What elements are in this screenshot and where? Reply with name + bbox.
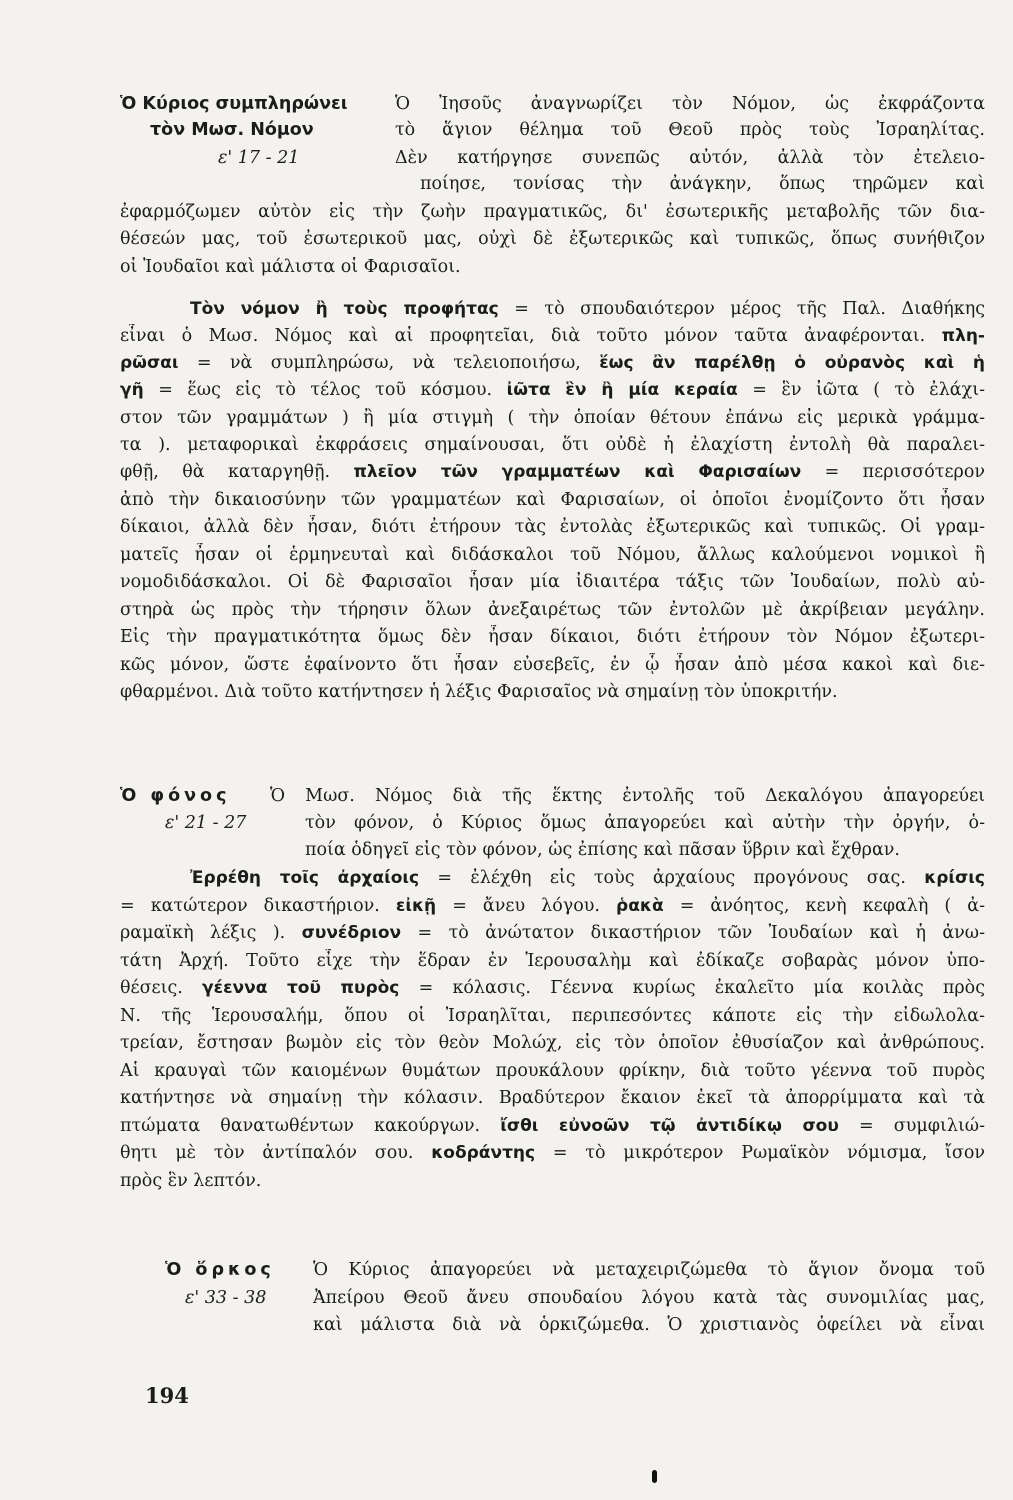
section-ref-17-21: ε' 17 - 21 (218, 148, 300, 168)
text-line: δίκαιοι, ἀλλὰ δὲν ἦσαν, διότι ἐτήρουν τὰς ἐντολὰς ἐξωτερικῶς καὶ τυπικῶς. Οἱ γραμ- (120, 517, 985, 537)
section-title-fulfils-law: Ὁ Κύριος συμπληρώνει (120, 94, 348, 114)
text-line: οἱ Ἰουδαῖοι καὶ μάλιστα οἱ Φαρισαῖοι. (120, 257, 461, 277)
text-line: τὸν φόνον, ὁ Κύριος ὅμως ἀπαγορεύει καὶ αὐτὴν τὴν ὀργήν, ὁ- (305, 813, 985, 833)
text-line: Τὸν νόμον ἢ τοὺς προφήτας = τὸ σπουδαιότερον μέρος τῆς Παλ. Διαθήκης (190, 299, 985, 319)
text-line: ραμαϊκὴ λέξις ). συνέδριον = τὸ ἀνώτατον δικαστήριον τῶν Ἰουδαίων καὶ ἡ ἀνω- (120, 923, 985, 943)
text-line: Ὁ Ἰησοῦς ἀναγνωρίζει τὸν Νόμον, ὡς ἐκφράζοντα (395, 94, 985, 114)
term: ῥακὰ (616, 896, 664, 916)
text-line: τάτη Ἀρχή. Τοῦτο εἶχε τὴν ἕδραν ἐν Ἱερουσαλὴμ καὶ ἐδίκαζε σοβαρὰς μόνον ὑπο- (120, 951, 985, 971)
ink-mark (652, 1470, 657, 1483)
term: κρίσις (924, 868, 985, 888)
text-line: εἶναι ὁ Μωσ. Νόμος καὶ αἱ προφητεῖαι, διὰ τοῦτο μόνον ταῦτα ἀναφέρονται. πλη- (120, 326, 985, 346)
text-line: στον τῶν γραμμάτων ) ἢ μία στιγμὴ ( τὴν ὁποίαν θέτουν ἐπάνω εἰς μερικὰ γράμμα- (120, 408, 985, 428)
text-line: ματεῖς ἦσαν οἱ ἑρμηνευταὶ καὶ διδάσκαλοι τοῦ Νόμου, ἄλλως καλούμενοι νομικοὶ ἢ (120, 545, 985, 565)
text-line: κῶς μόνον, ὥστε ἐφαίνοντο ὅτι ἦσαν εὐσεβεῖς, ἐν ᾧ ἦσαν ἀπὸ μέσα κακοὶ καὶ διε- (120, 655, 985, 675)
text-line: νομοδιδάσκαλοι. Οἱ δὲ Φαρισαῖοι ἦσαν μία ἰδιαιτέρα τάξις τῶν Ἰουδαίων, πολὺ αὐ- (120, 572, 985, 592)
text-line: κατήντησε νὰ σημαίνῃ τὴν κόλασιν. Βραδύτερον ἔκαιον ἐκεῖ τὰ ἀπορρίμματα καὶ τὰ (120, 1088, 985, 1108)
text-line: θέσεών μας, τοῦ ἐσωτερικοῦ μας, οὐχὶ δὲ ἐξωτερικῶς καὶ τυπικῶς, ὅπως συνήθιζον (120, 229, 985, 249)
text-line: ἐφαρμόζωμεν αὐτὸν εἰς τὴν ζωὴν πραγματικῶς, δι' ἐσωτερικῆς μεταβολῆς τῶν δια- (120, 202, 985, 222)
text-line: γῆ = ἕως εἰς τὸ τέλος τοῦ κόσμου. ἰῶτα ἓν ἢ μία κεραία = ἓν ἰῶτα ( τὸ ἐλάχι- (120, 380, 985, 400)
page-number: 194 (145, 1383, 189, 1408)
text-line: = κατώτερον δικαστήριον. εἰκῇ = ἄνευ λόγου. ῥακὰ = ἀνόητος, κενὴ κεφαλὴ ( ἀ- (120, 896, 985, 916)
text-line: θέσεις. γέεννα τοῦ πυρὸς = κόλασις. Γέεννα κυρίως ἐκαλεῖτο μία κοιλὰς πρὸς (120, 978, 985, 998)
text-line: Αἱ κραυγαὶ τῶν καιομένων θυμάτων προυκάλουν φρίκην, διὰ τοῦτο γέεννα τοῦ πυρὸς (120, 1061, 985, 1081)
term: ἰῶτα ἓν ἢ μία κεραία (506, 380, 738, 400)
term: πλη- (941, 326, 985, 346)
term: ἕως ἂν παρέλθῃ ὁ οὐρανὸς καὶ ἡ (599, 353, 985, 373)
term: κοδράντης (431, 1143, 536, 1163)
text-line: τρείαν, ἔστησαν βωμὸν εἰς τὸν θεὸν Μολώχ, εἰς τὸν ὁποῖον ἐθυσίαζον καὶ ἀνθρώπους. (120, 1033, 985, 1053)
text-line: πρὸς ἓν λεπτόν. (120, 1171, 262, 1191)
text-line: ποίησε, τονίσας τὴν ἀνάγκην, ὅπως τηρῶμεν καὶ (420, 174, 985, 194)
term: εἰκῇ (395, 896, 437, 916)
text-line: θητι μὲ τὸν ἀντίπαλόν σου. κοδράντης = τὸ μικρότερον Ρωμαϊκὸν νόμισμα, ἴσον (120, 1143, 985, 1163)
text-line: τα ). μεταφορικαὶ ἐκφράσεις σημαίνουσαι, ὅτι οὐδὲ ἡ ἐλαχίστη ἐντολὴ θὰ παραλει- (120, 435, 985, 455)
section-title-oath: Ὁ ὅρκος (165, 1260, 275, 1280)
section-title-murder: Ὁ φόνος (120, 786, 231, 806)
text-line: Δὲν κατήργησε συνεπῶς αὐτόν, ἀλλὰ τὸν ἐτελειο- (395, 148, 985, 168)
term: Τὸν νόμον ἢ τοὺς προφήτας (190, 299, 499, 319)
section-ref-21-27: ε' 21 - 27 (165, 813, 247, 833)
term: γέεννα τοῦ πυρὸς (202, 978, 400, 998)
text-line: πτώματα θανατωθέντων κακούργων. ἴσθι εὐνοῶν τῷ ἀντιδίκῳ σου = συμφιλιώ- (120, 1116, 985, 1136)
text-line: ρῶσαι = νὰ συμπληρώσω, νὰ τελειοποιήσω, ἕως ἂν παρέλθῃ ὁ οὐρανὸς καὶ ἡ (120, 353, 985, 373)
text-line: Εἰς τὴν πραγματικότητα ὅμως δὲν ἦσαν δίκαιοι, διότι ἐτήρουν τὸν Νόμον ἐξωτερι- (120, 627, 985, 647)
text-line: Ὁ Κύριος ἀπαγορεύει νὰ μεταχειριζώμεθα τὸ ἅγιον ὄνομα τοῦ (313, 1260, 985, 1280)
term: συνέδριον (301, 923, 402, 943)
term: Ἐρρέθη τοῖς ἀρχαίοις (190, 868, 420, 888)
text-line: τὸ ἅγιον θέλημα τοῦ Θεοῦ πρὸς τοὺς Ἰσραηλίτας. (395, 120, 985, 140)
term: ἴσθι εὐνοῶν τῷ ἀντιδίκῳ σου (500, 1116, 839, 1136)
text-line: Ν. τῆς Ἱερουσαλήμ, ὅπου οἱ Ἰσραηλῖται, περιπεσόντες κάποτε εἰς τὴν εἰδωλολα- (120, 1006, 985, 1026)
text-line: Ὁ Μωσ. Νόμος διὰ τῆς ἕκτης ἐντολῆς τοῦ Δεκαλόγου ἀπαγορεύει (270, 786, 985, 806)
text-line: φθῇ, θὰ καταργηθῇ. πλεῖον τῶν γραμματέων καὶ Φαρισαίων = περισσότερον (120, 462, 985, 482)
term: γῆ (120, 380, 144, 400)
text-line: Ἀπείρου Θεοῦ ἄνευ σπουδαίου λόγου κατὰ τὰς συνομιλίας μας, (313, 1288, 985, 1308)
term: πλεῖον τῶν γραμματέων καὶ Φαρισαίων (353, 462, 802, 482)
text-line: ποία ὁδηγεῖ εἰς τὸν φόνον, ὡς ἐπίσης καὶ πᾶσαν ὕβριν καὶ ἔχθραν. (305, 840, 900, 860)
text-line: στηρὰ ὡς πρὸς τὴν τήρησιν ὅλων ἀνεξαιρέτως τῶν ἐντολῶν μὲ ἀκρίβειαν μεγάλην. (120, 600, 985, 620)
text-line: καὶ μάλιστα διὰ νὰ ὁρκιζώμεθα. Ὁ χριστιανὸς ὀφείλει νὰ εἶναι (313, 1315, 985, 1335)
text-line: φθαρμένοι. Διὰ τοῦτο κατήντησεν ἡ λέξις Φαρισαῖος νὰ σημαίνῃ τὸν ὑποκριτήν. (120, 682, 838, 702)
section-title-fulfils-law-2: τὸν Μωσ. Νόμον (150, 120, 314, 140)
text-line: Ἐρρέθη τοῖς ἀρχαίοις = ἐλέχθη εἰς τοὺς ἀρχαίους προγόνους σας. κρίσις (190, 868, 985, 888)
term: ρῶσαι (120, 353, 179, 373)
text-line: ἀπὸ τὴν δικαιοσύνην τῶν γραμματέων καὶ Φαρισαίων, οἱ ὁποῖοι ἐνομίζοντο ὅτι ἦσαν (120, 490, 985, 510)
section-ref-33-38: ε' 33 - 38 (185, 1288, 267, 1308)
